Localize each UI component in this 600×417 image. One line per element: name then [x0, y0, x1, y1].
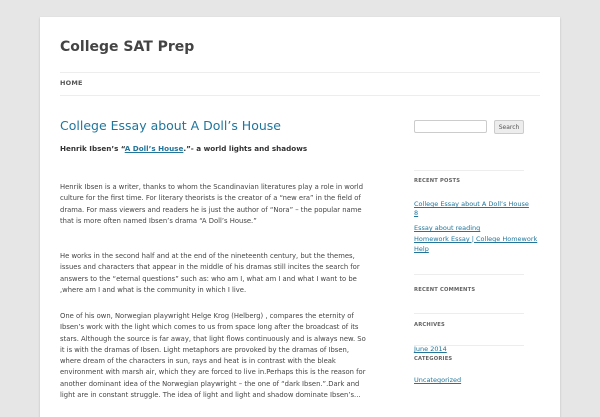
recent-comments-title: RECENT COMMENTS	[414, 287, 476, 293]
archives-title: ARCHIVES	[414, 322, 445, 328]
search-input[interactable]	[414, 120, 487, 133]
main-content	[60, 118, 366, 400]
text-line: Ibsen’s work with the light which comes to us from space long after the broadcast of its	[60, 323, 359, 332]
post-title[interactable]: College Essay about A Doll’s House	[60, 118, 281, 133]
divider	[414, 274, 524, 275]
nav-home-link[interactable]: HOME	[60, 79, 83, 87]
text-line: ,where am I and what is the community in which I live.	[60, 285, 247, 294]
recent-posts-title: RECENT POSTS	[414, 178, 461, 184]
divider	[414, 313, 524, 314]
text-line: Henrik Ibsen is a writer, thanks to whom the Scandinavian literatures play a role in world	[60, 183, 364, 191]
text-line: where dream of the characters in sun, rays and heat is in contrast with the bleak	[60, 357, 336, 366]
categories-title: CATEGORIES	[414, 356, 453, 362]
text-line: light are in constant struggle. The idea of light and light and shadow dominate Ibsen’s...	[60, 391, 361, 400]
text-line: answers to the “eternal questions” such as: who am I, what am I and what I want to be	[60, 274, 357, 283]
paragraph-1	[60, 182, 363, 227]
subtitle-link[interactable]: A Doll’s House	[124, 144, 184, 153]
text-line: stars. Although the source is far away, that light flows continuously and is always new. So	[60, 334, 366, 343]
divider	[414, 170, 524, 171]
paragraph-3	[60, 311, 366, 401]
text-line: it is with the dramas of Ibsen. Light metaphors are provoked by the dramas of Ibsen,	[60, 345, 349, 354]
paragraph-2	[60, 251, 360, 296]
divider	[414, 345, 524, 346]
text-line: One of his own, Norwegian playwright Helge Krog (Helberg) , compares the eternity of	[60, 312, 354, 320]
recent-post-link[interactable]: Help	[414, 245, 429, 253]
text-line: environment with marsh air, which they are forced to live in.Perhaps this is the reason for	[60, 368, 366, 377]
search-button[interactable]: Search	[494, 120, 524, 134]
text-line: drama. For mass viewers and readers he is just the author of “Nora” – the popular name	[60, 205, 362, 214]
post-subtitle	[60, 144, 308, 153]
main-navigation	[60, 72, 540, 96]
text-line: issues and characters that appear in the middle of his dramas still incites the search for	[60, 263, 360, 272]
recent-post-link[interactable]: 8	[414, 209, 419, 217]
text-line: another dominant idea of the Norwegian playwright – the one of “dark Ibsen.”.Dark and	[60, 379, 360, 388]
recent-post-link[interactable]: Essay about reading	[414, 224, 481, 232]
recent-post-link[interactable]: Homework Essay | College Homework	[414, 235, 538, 243]
text-line: He works in the second half and at the end of the nineteenth century, but the themes,	[60, 252, 355, 260]
text-line: culture for the first time. For literary theorists is the creator of a “new era” in the field of	[60, 194, 361, 203]
category-link[interactable]: Uncategorized	[414, 376, 462, 384]
recent-post-link[interactable]: College Essay about A Doll’s House	[414, 200, 529, 208]
site-title[interactable]: College SAT Prep	[60, 39, 195, 55]
subtitle-prefix: Henrik Ibsen’s “	[60, 144, 125, 153]
subtitle-suffix: .”- a world lights and shadows	[183, 144, 308, 153]
text-line: that is more often named Ibsen’s drama “A Doll’s House.”	[60, 216, 257, 225]
archive-link[interactable]: June 2014	[414, 345, 447, 353]
page-container	[40, 17, 560, 417]
